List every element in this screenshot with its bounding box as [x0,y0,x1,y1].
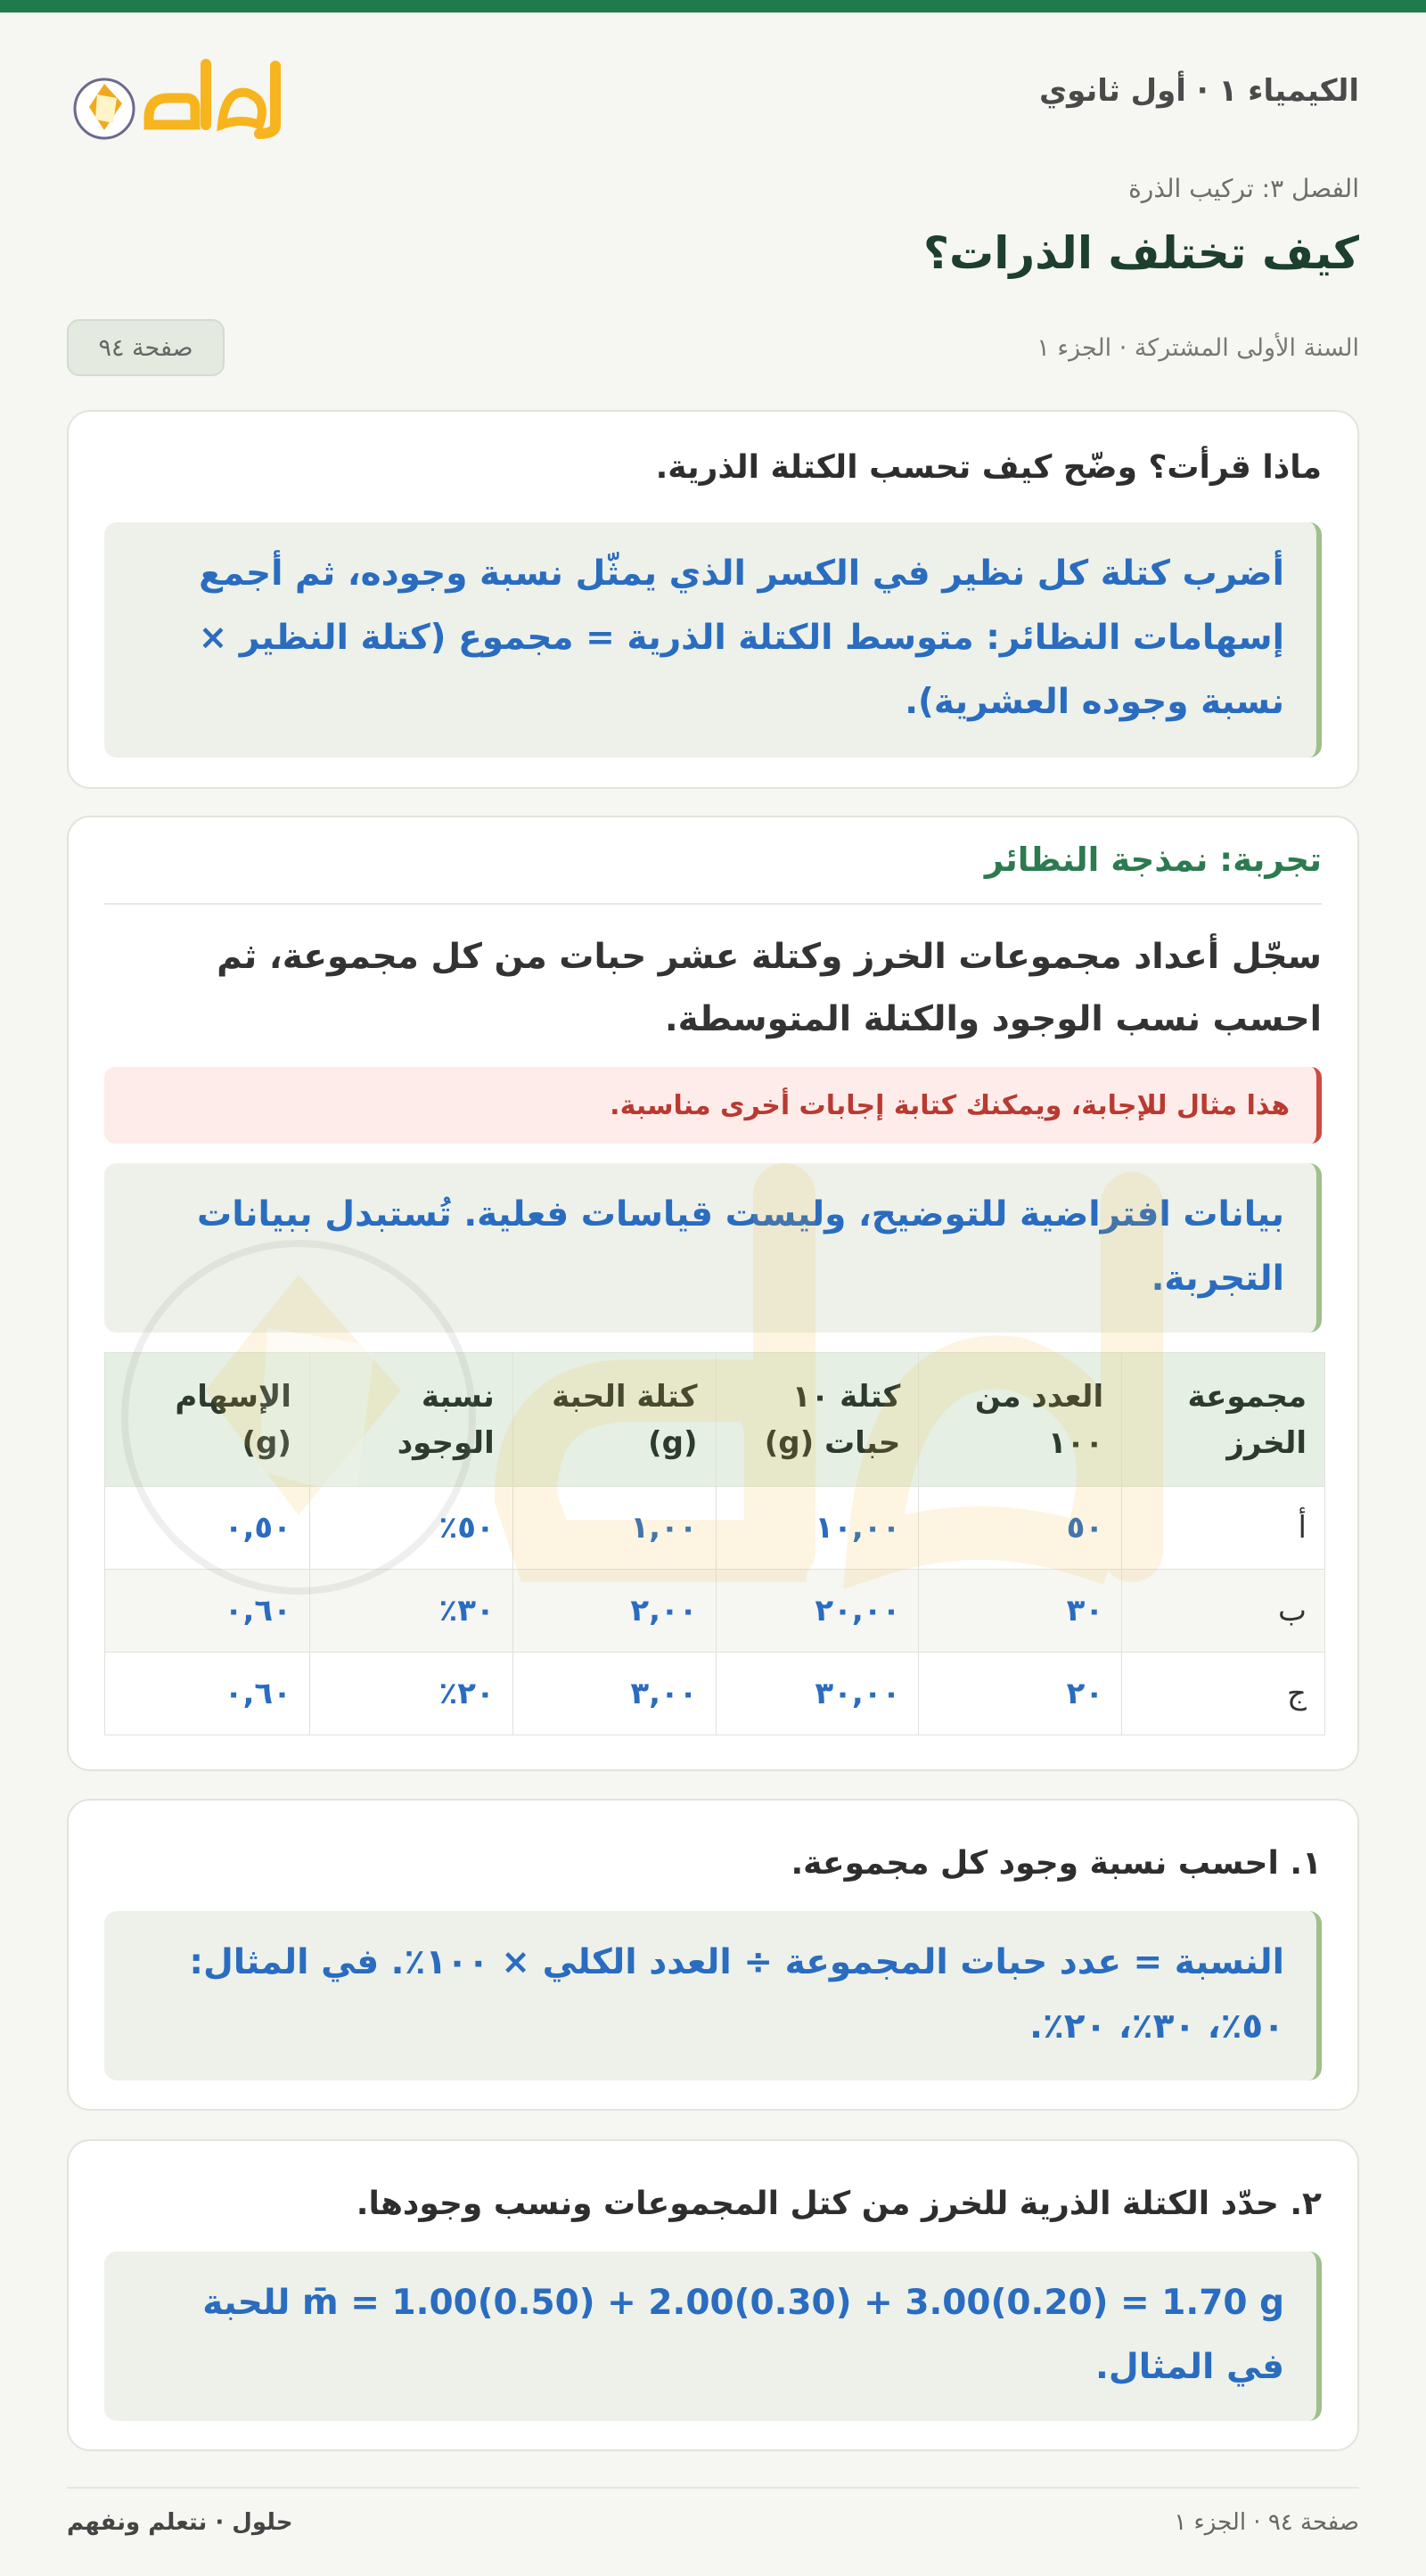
subject-label: الكيمياء ١ · أول ثانوي [1039,73,1359,109]
footer-page-info: صفحة ٩٤ · الجزء ١ [1174,2509,1359,2536]
divider [104,903,1322,905]
column-header: مجموعة الخرز [1122,1353,1325,1487]
question-text: ٢. حدّد الكتلة الذرية للخرز من كتل المجموعات ونسب وجودها. [356,2186,1322,2222]
table-cell: ٠,٦٠ [105,1570,310,1653]
table-cell: ٠,٦٠ [105,1653,310,1735]
column-header: نسبة الوجود [309,1353,512,1487]
table-cell: ٠,٥٠ [105,1487,310,1570]
answer-box: m̄ = 1.00(0.50) + 2.00(0.30) + 3.00(0.20) = 1.70 g للحبة في المثال. [104,2252,1322,2421]
answer-box: بيانات افتراضية للتوضيح، وليست قياسات فعلية. تُستبدل ببيانات التجربة. [104,1163,1322,1333]
table-cell: ١٠,٠٠ [716,1487,919,1570]
chapter-label: الفصل ٣: تركيب الذرة [1128,174,1359,203]
column-header: العدد من ١٠٠ [919,1353,1122,1487]
table-cell: ٣٠ [919,1570,1122,1653]
table-cell: ٣٠٪ [309,1570,512,1653]
experiment-title: تجربة: نمذجة النظائر [984,841,1322,879]
question-card-1 [67,1799,1359,2111]
answer-box: أضرب كتلة كل نظير في الكسر الذي يمثّل نسبة وجوده، ثم أجمع إسهامات النظائر: متوسط الكتلة الذرية = مجموع (كتلة النظير × نسبة وجوده العشرية). [104,522,1322,758]
page-number-badge: صفحة ٩٤ [67,319,225,376]
table-row [105,1487,1325,1570]
table-header-row [105,1353,1325,1487]
footer-divider [67,2487,1359,2489]
question-card-2 [67,2139,1359,2451]
table-cell: ٥٠٪ [309,1487,512,1570]
table-cell: ٢,٠٠ [512,1570,716,1653]
table-cell: ٢٠,٠٠ [716,1570,919,1653]
page-header [67,41,1359,148]
table-cell: ٣٠,٠٠ [716,1653,919,1735]
experiment-card [67,816,1359,1771]
table-cell: أ [1122,1487,1325,1570]
experiment-instruction: سجّل أعداد مجموعات الخرز وكتلة عشر حبات من كل مجموعة، ثم احسب نسب الوجود والكتلة المتوسطة. [217,937,1322,1039]
bead-data-table [104,1352,1325,1735]
table-row [105,1570,1325,1653]
table-cell: ٢٠ [919,1653,1122,1735]
note-text: هذا مثال للإجابة، ويمكنك كتابة إجابات أخرى مناسبة. [610,1089,1290,1121]
question-text: ١. احسب نسبة وجود كل مجموعة. [791,1845,1322,1882]
table-cell: ٢٠٪ [309,1653,512,1735]
footer-brand: حلول · نتعلم ونفهم [67,2509,293,2536]
column-header: الإسهام (g) [105,1353,310,1487]
table-cell: ب [1122,1570,1325,1653]
column-header: كتلة الحبة (g) [512,1353,716,1487]
table-cell: ٣,٠٠ [512,1653,716,1735]
question-text: ماذا قرأت؟ وضّح كيف تحسب الكتلة الذرية. [655,449,1322,486]
table-cell: ١,٠٠ [512,1487,716,1570]
answer-box: النسبة = عدد حبات المجموعة ÷ العدد الكلي × ١٠٠٪. في المثال: ٥٠٪، ٣٠٪، ٢٠٪. [104,1911,1322,2080]
page-title: كيف تختلف الذرات؟ [923,227,1359,279]
column-header: كتلة ١٠ حبات (g) [716,1353,919,1487]
sample-answer-note [104,1067,1322,1144]
course-meta: السنة الأولى المشتركة · الجزء ١ [1037,334,1359,362]
hulul-logo [67,48,303,146]
table-row [105,1653,1325,1735]
top-accent-bar [0,0,1426,12]
table-cell: ج [1122,1653,1325,1735]
question-card-reading [67,410,1359,789]
table-cell: ٥٠ [919,1487,1122,1570]
